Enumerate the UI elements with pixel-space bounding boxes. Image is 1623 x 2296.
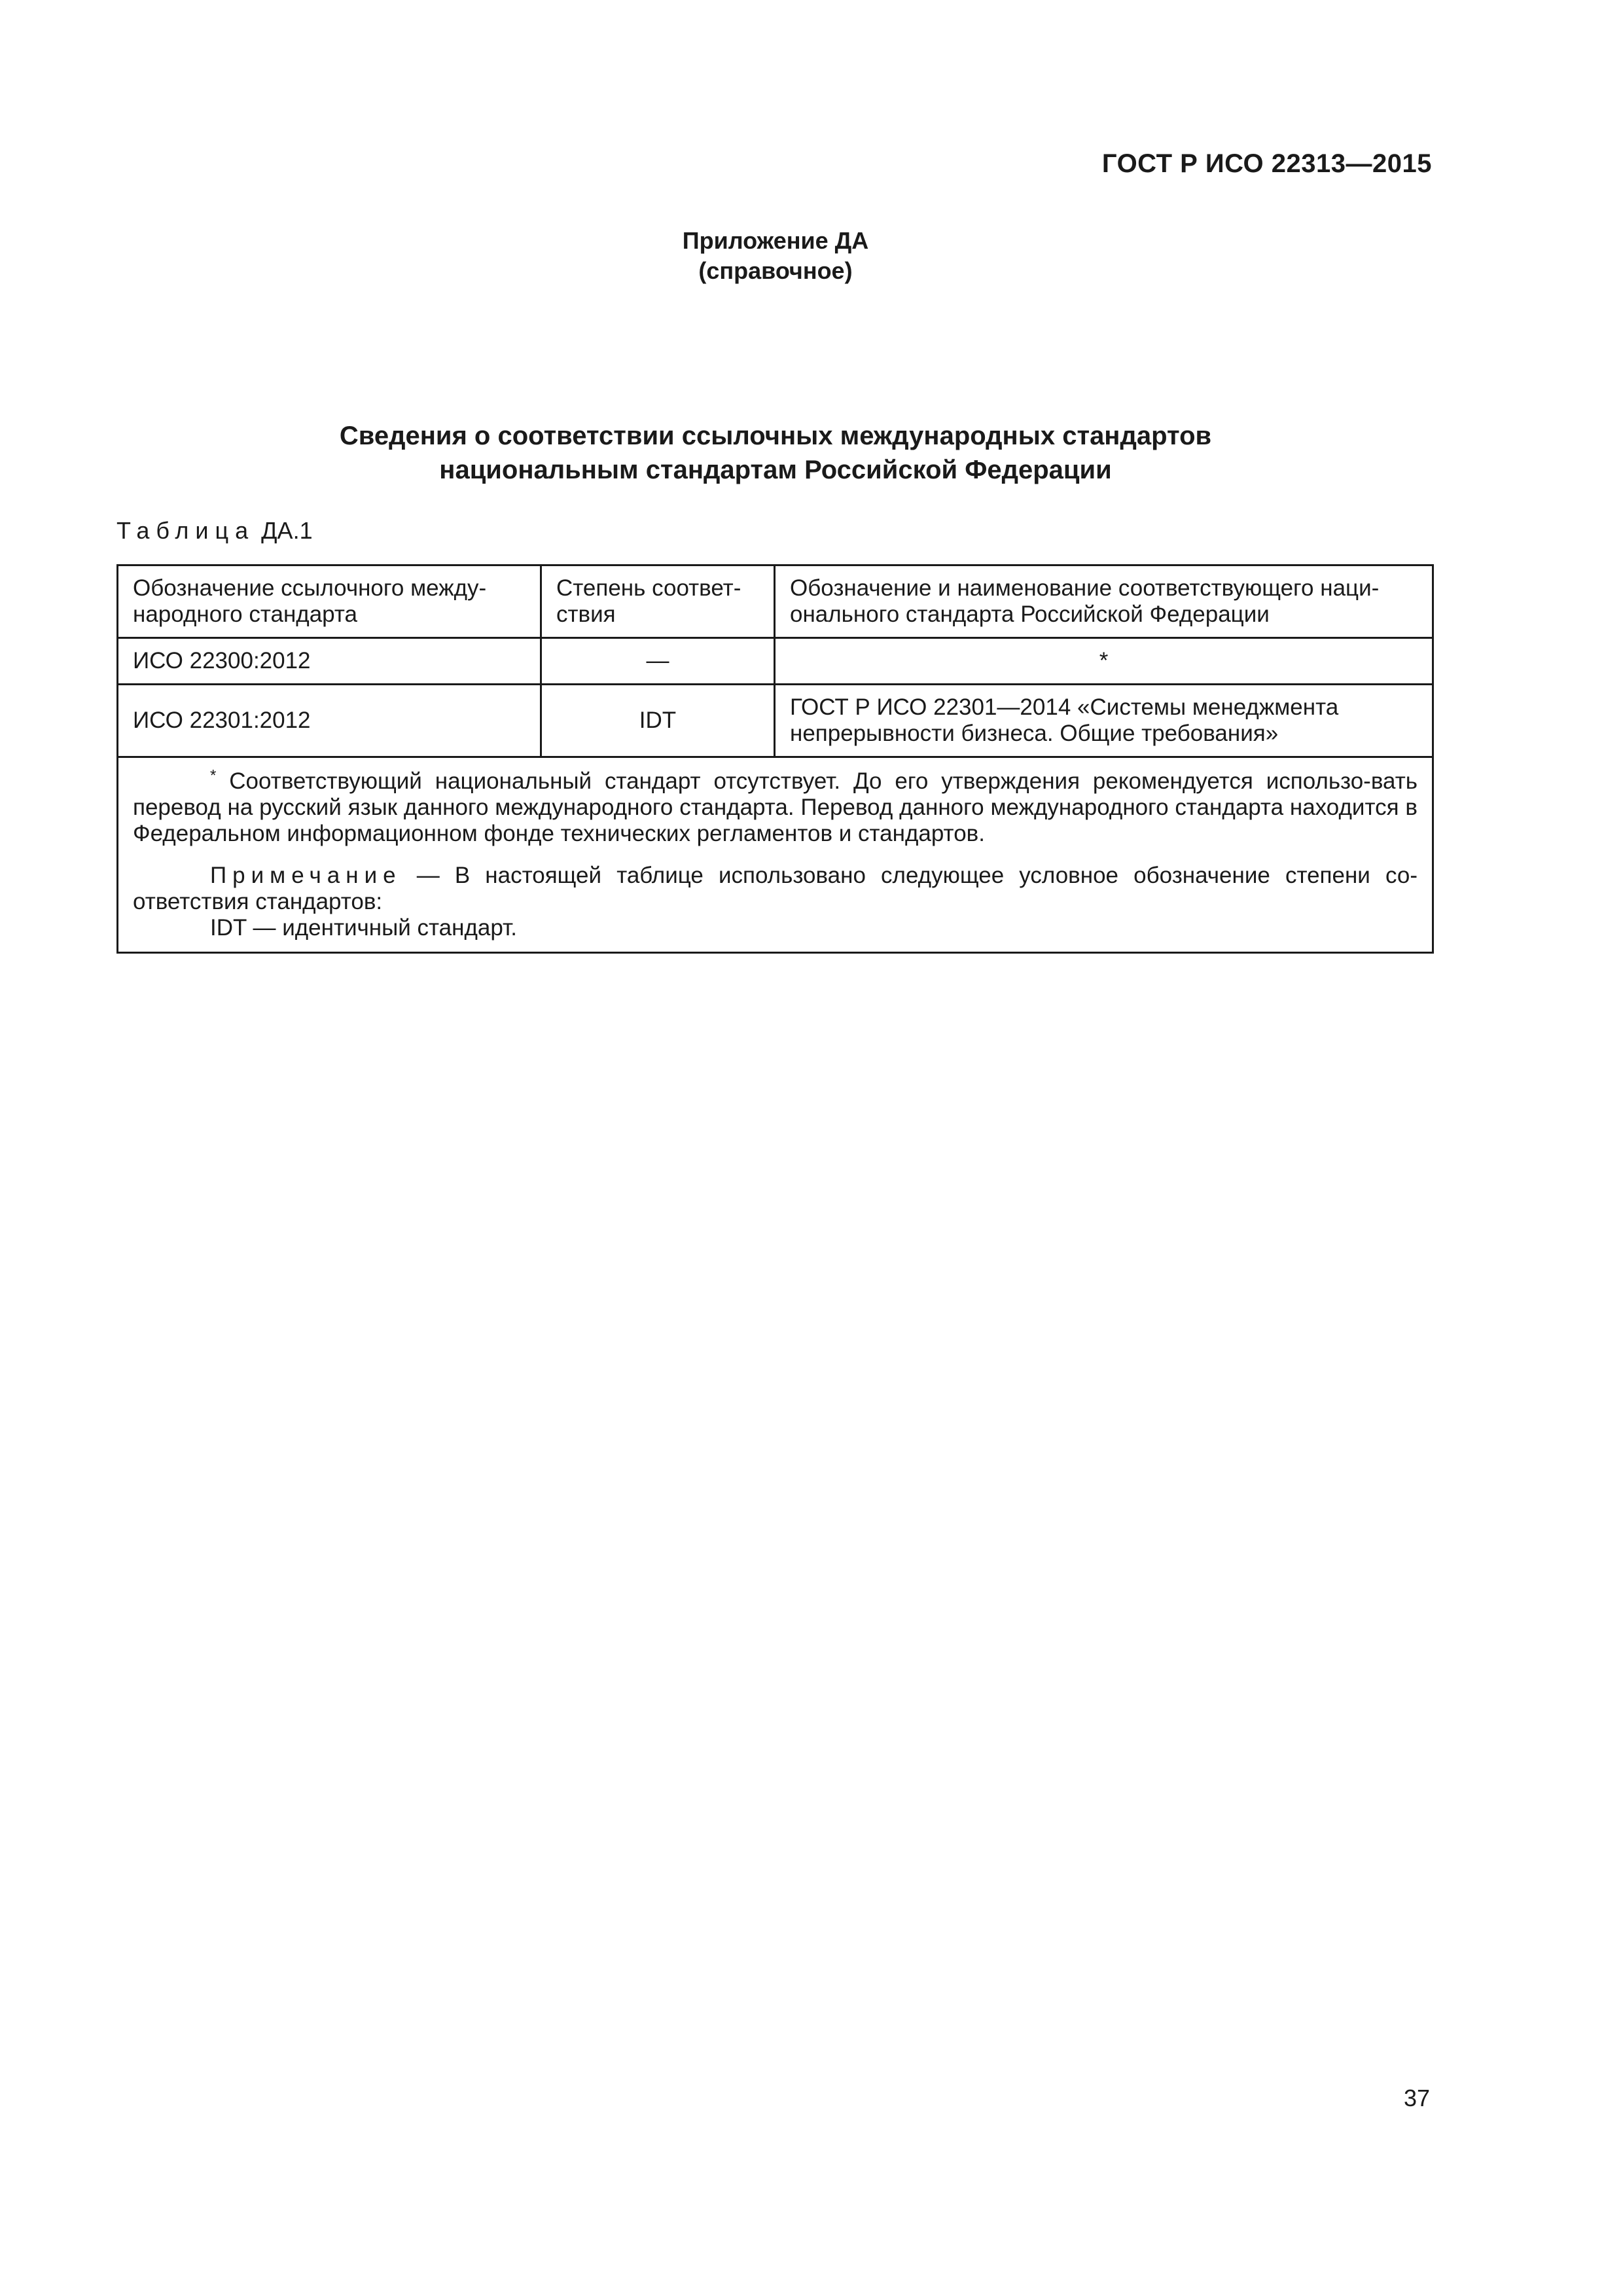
cell-degree: — [541,638,775,685]
note-paragraph [133,863,1418,915]
document-code: ГОСТ Р ИСО 22313—2015 [1101,149,1432,178]
table-label [116,517,313,545]
appendix-heading [0,226,1551,286]
footnote-mark: * [210,766,217,785]
cell-degree: IDT [541,685,775,757]
note-word: Примечание [210,863,402,888]
appendix-subtitle: (справочное) [698,257,853,284]
section-title-line2: национальным стандартам Российской Федерации [439,456,1112,484]
table-footnote-row [118,757,1433,953]
cell-intl-standard: ИСО 22300:2012 [118,638,541,685]
footnote-paragraph [133,768,1418,847]
table-label-number: ДА.1 [261,517,313,544]
header-cell-national-standard: Обозначение и наименование соответствующего наци-онального стандарта Российской Федерации [775,565,1433,638]
cell-national-standard: * [775,638,1433,685]
note-abbreviation: IDT — идентичный стандарт. [210,915,517,941]
footnote-text: Соответствующий национальный стандарт отсутствует. До его утверждения рекомендуется использо-вать перевод на русский язык данного международного стандарта. Перевод данного международного стандарта находится в Федеральном информационном фонде технических регламентов и стандартов. [133,768,1418,846]
appendix-title: Приложение ДА [682,227,869,254]
page-number: 37 [1403,2085,1430,2111]
standards-table [116,564,1434,954]
table-header-row [118,565,1433,638]
cell-national-standard: ГОСТ Р ИСО 22301—2014 «Системы менеджмента непрерывности бизнеса. Общие требования» [775,685,1433,757]
note-text: — В настоящей таблице использовано следующее условное обозначение степени со-ответствия стандартов: [133,863,1418,914]
section-title-line1: Сведения о соответствии ссылочных международных стандартов [339,422,1212,450]
table-label-word: Таблица [116,517,255,544]
table-row [118,685,1433,757]
header-cell-degree: Степень соответ-ствия [541,565,775,638]
cell-intl-standard: ИСО 22301:2012 [118,685,541,757]
header-cell-intl-standard: Обозначение ссылочного между-народного стандарта [118,565,541,638]
section-title [0,419,1551,487]
table-row [118,638,1433,685]
footnote-cell [118,757,1433,953]
